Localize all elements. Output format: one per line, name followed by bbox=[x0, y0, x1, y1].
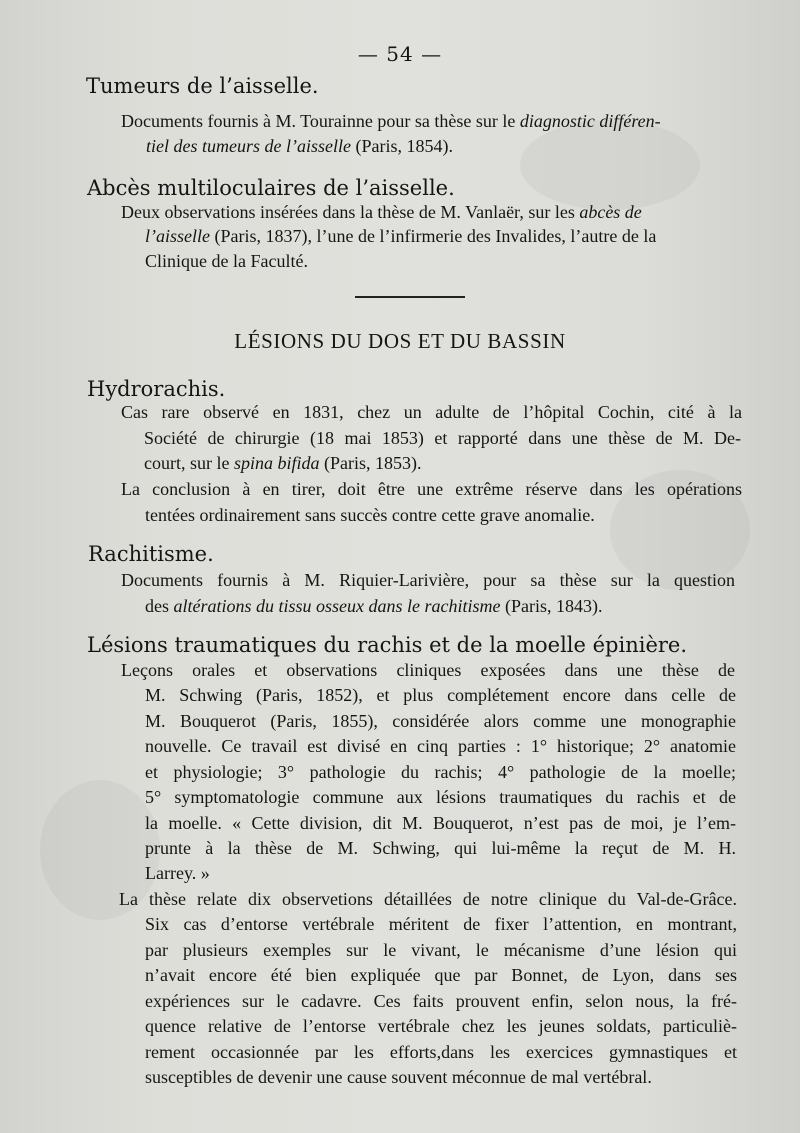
italic-text: tiel des tumeurs de l’aisselle bbox=[146, 136, 351, 156]
text-segment: (Paris, 1853). bbox=[324, 453, 422, 473]
text-line: Documents fournis à M. Riquier-Larivière, pour sa thèse sur la question bbox=[121, 570, 735, 590]
text-line: M. Schwing (Paris, 1852), et plus complétement encore dans celle de bbox=[145, 685, 736, 705]
section-heading: Tumeurs de l’aisselle. bbox=[86, 74, 319, 98]
text-line: Cas rare observé en 1831, chez un adulte de l’hôpital Cochin, cité à la bbox=[121, 402, 742, 422]
italic-text: abcès de bbox=[579, 202, 642, 222]
text-line: n’avait encore été bien expliquée que par Bonnet, de Lyon, dans ses bbox=[145, 965, 737, 985]
text-line bbox=[145, 226, 656, 248]
text-segment: Deux observations insérées dans la thèse de M. Vanlaër, sur les bbox=[121, 202, 575, 222]
section-title: LÉSIONS DU DOS ET DU BASSIN bbox=[234, 329, 566, 353]
section-heading: Rachitisme. bbox=[88, 542, 214, 566]
section-divider bbox=[355, 296, 465, 298]
italic-text: l’aisselle bbox=[145, 226, 210, 246]
italic-text: diagnostic différen- bbox=[519, 111, 661, 131]
text-line: par plusieurs exemples sur le vivant, le mécanisme d’une lésion qui bbox=[145, 940, 737, 960]
text-line bbox=[144, 453, 422, 475]
text-line bbox=[121, 111, 742, 133]
text-segment: (Paris, 1843). bbox=[505, 596, 603, 616]
section-heading: Hydrorachis. bbox=[87, 377, 226, 401]
text-line: susceptibles de devenir une cause souvent méconnue de mal vertébral. bbox=[145, 1067, 652, 1087]
text-line: Six cas d’entorse vertébrale méritent de fixer l’attention, en montrant, bbox=[145, 914, 737, 934]
italic-text: spina bifida bbox=[233, 453, 320, 473]
text-line: quence relative de l’entorse vertébrale chez les jeunes soldats, particuliè- bbox=[145, 1016, 737, 1036]
text-line: rement occasionnée par les efforts,dans les exercices gymnastiques et bbox=[145, 1042, 737, 1062]
text-segment: Documents fournis à M. Tourainne pour sa thèse sur le bbox=[121, 111, 516, 131]
text-segment: (Paris, 1854). bbox=[355, 136, 453, 156]
page-number: — 54 — bbox=[357, 42, 443, 66]
text-line: La thèse relate dix observetions détaillées de notre clinique du Val-de-Grâce. bbox=[119, 889, 737, 909]
section-heading: Lésions traumatiques du rachis et de la moelle épinière. bbox=[87, 633, 688, 657]
italic-text: altérations du tissu osseux dans le rachitisme bbox=[173, 596, 501, 616]
section-heading: Abcès multiloculaires de l’aisselle. bbox=[87, 176, 455, 200]
text-line: La conclusion à en tirer, doit être une extrême réserve dans les opérations bbox=[121, 479, 742, 499]
text-segment: (Paris, 1837), l’une de l’infirmerie des Invalides, l’autre de la bbox=[214, 226, 657, 246]
text-line bbox=[146, 136, 453, 158]
text-line: nouvelle. Ce travail est divisé en cinq parties : 1° historique; 2° anatomie bbox=[145, 736, 736, 756]
text-line: prunte à la thèse de M. Schwing, qui lui-même la reçut de M. H. bbox=[145, 838, 736, 858]
text-line: et physiologie; 3° pathologie du rachis; 4° pathologie de la moelle; bbox=[145, 762, 736, 782]
text-line: tentées ordinairement sans succès contre cette grave anomalie. bbox=[145, 505, 595, 525]
text-line bbox=[145, 596, 603, 618]
text-line: Leçons orales et observations cliniques exposées dans une thèse de bbox=[121, 660, 735, 680]
text-line: M. Bouquerot (Paris, 1855), considérée alors comme une monographie bbox=[145, 711, 736, 731]
text-line: Clinique de la Faculté. bbox=[145, 251, 308, 271]
text-line: Société de chirurgie (18 mai 1853) et rapporté dans une thèse de M. De- bbox=[144, 428, 741, 448]
text-segment: des bbox=[145, 596, 169, 616]
text-line bbox=[121, 202, 742, 224]
text-line: expériences sur le cadavre. Ces faits prouvent enfin, selon nous, la fré- bbox=[145, 991, 737, 1011]
text-line: 5° symptomatologie commune aux lésions traumatiques du rachis et de bbox=[145, 787, 736, 807]
paper-stain bbox=[520, 120, 700, 210]
text-line: la moelle. « Cette division, dit M. Bouquerot, n’est pas de moi, je l’em- bbox=[145, 813, 736, 833]
text-segment: court, sur le bbox=[144, 453, 230, 473]
text-line: Larrey. » bbox=[145, 863, 210, 883]
